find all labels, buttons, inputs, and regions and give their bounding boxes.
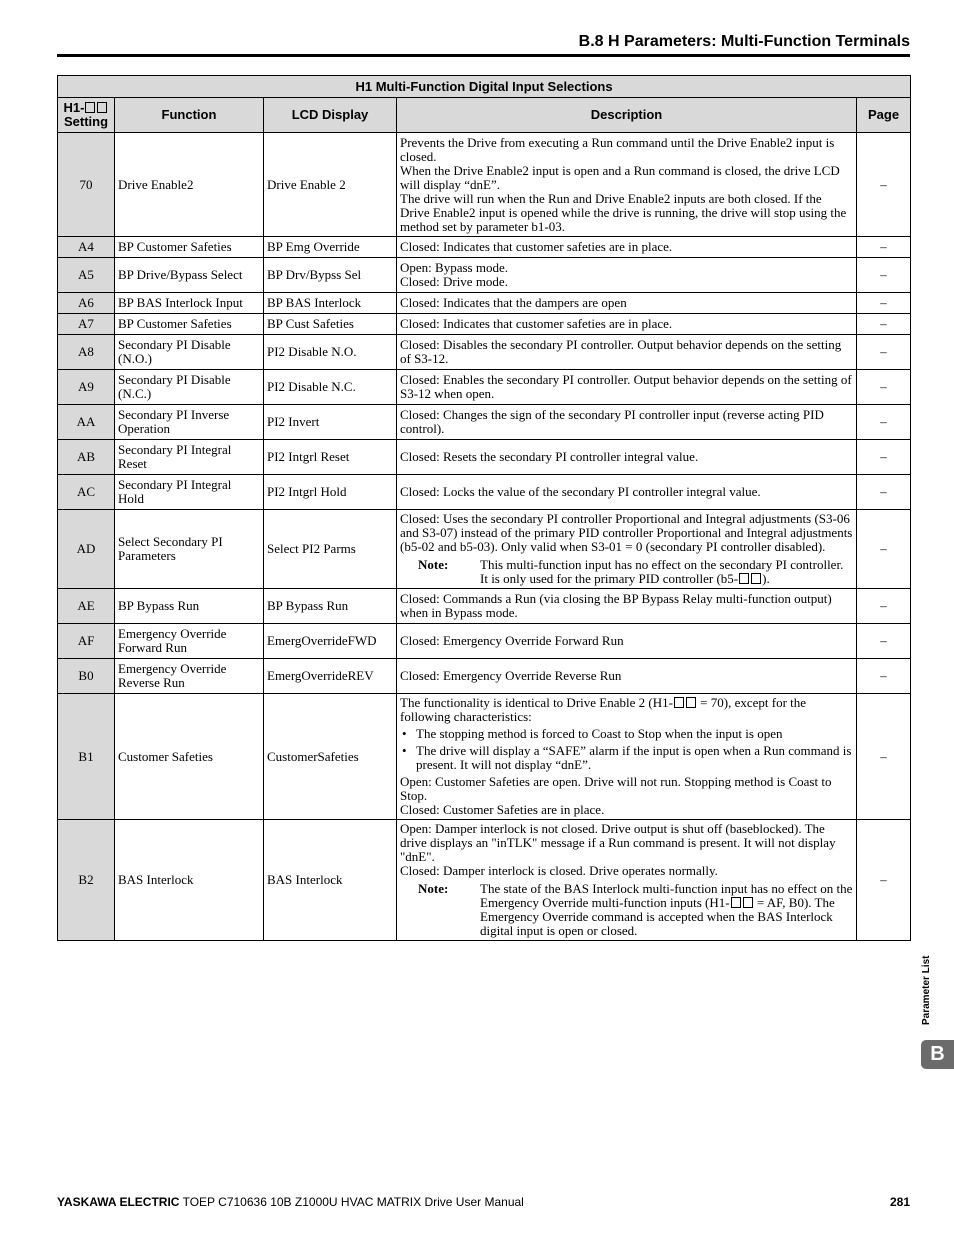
section-title: B.8 H Parameters: Multi-Function Terminals xyxy=(578,33,910,50)
note: Note: The state of the BAS Interlock multi-function input has no effect on the Emergency Override multi-function inputs (H1- = AF, B0). The Emergency Override command is accepted when the BAS Interlock digital input is open or closed. xyxy=(418,881,853,938)
page-number: 281 xyxy=(889,1195,910,1209)
table-row: AC Secondary PI Integral Hold PI2 Intgrl Hold Closed: Locks the value of the secondary PI controller integral value. – xyxy=(58,475,911,510)
table-row: A8 Secondary PI Disable (N.O.) PI2 Disable N.O. Closed: Disables the secondary PI controller. Output behavior depends on the setting of S3-12. – xyxy=(58,335,911,370)
table-row: B0 Emergency Override Reverse Run EmergOverrideREV Closed: Emergency Override Reverse Run – xyxy=(58,659,911,694)
table-row: A7 BP Customer Safeties BP Cust Safeties Closed: Indicates that customer safeties are in place. – xyxy=(58,314,911,335)
table-row: A6 BP BAS Interlock Input BP BAS Interlock Closed: Indicates that the dampers are open – xyxy=(58,293,911,314)
table-row: AA Secondary PI Inverse Operation PI2 Invert Closed: Changes the sign of the secondary PI controller input (reverse acting PID control). – xyxy=(58,405,911,440)
table-row: AB Secondary PI Integral Reset PI2 Intgrl Reset Closed: Resets the secondary PI controller integral value. – xyxy=(58,440,911,475)
table-row: AE BP Bypass Run BP Bypass Run Closed: Commands a Run (via closing the BP Bypass Relay multi-function output) when in Bypass mode. – xyxy=(58,589,911,624)
list-item: • The drive will display a “SAFE” alarm if the input is open when a Run command is present. It will not display “dnE”. xyxy=(402,743,852,772)
side-section-label: Parameter List xyxy=(921,955,932,1025)
note: Note: This multi-function input has no effect on the secondary PI controller. It is only used for the primary PID controller (b5- ). xyxy=(418,557,844,586)
col-setting: H1- Setting xyxy=(58,98,115,133)
list-item: • The stopping method is forced to Coast to Stop when the input is open xyxy=(402,726,783,741)
table-row: B1 Customer Safeties CustomerSafeties The functionality is identical to Drive Enable 2 (H1- = 70), except for the following characteristics: • The stopping method is forced to Coast to Stop when the input is open • The drive will display a “SAFE” alarm if the input is open when a Run command is present. It will not display “dnE”. Open: Customer Safeties are open. Drive will not run. Stopping method is Coast to Stop. Closed: Customer Safeties are in place. – xyxy=(58,694,911,820)
table-row: A5 BP Drive/Bypass Select BP Drv/Bypss Sel Open: Bypass mode. Closed: Drive mode. – xyxy=(58,258,911,293)
table-row: A9 Secondary PI Disable (N.C.) PI2 Disable N.C. Closed: Enables the secondary PI controller. Output behavior depends on the setting of S3-12 when open. – xyxy=(58,370,911,405)
header-rule xyxy=(57,54,910,57)
section-tab: B xyxy=(921,1040,954,1069)
col-page: Page xyxy=(857,98,911,133)
col-lcd: LCD Display xyxy=(264,98,397,133)
table-row: A4 BP Customer Safeties BP Emg Override Closed: Indicates that customer safeties are in place. – xyxy=(58,237,911,258)
table-row: B2 BAS Interlock BAS Interlock Open: Damper interlock is not closed. Drive output is shut off (baseblocked). The drive displays an "inTLK" message if a Run command is present. It will not display "dnE". Closed: Damper interlock is closed. Drive operates normally. Note: The state of the BAS Interlock multi-function input has no effect on the Emergency Override multi-function inputs (H1- = AF, B0). The Emergency Override command is accepted when the BAS Interlock digital input is open or closed. – xyxy=(58,820,911,941)
table-row: AD Select Secondary PI Parameters Select PI2 Parms Closed: Uses the secondary PI controller Proportional and Integral adjustments (S3-06 and S3-07) instead of the primary PID controller Proportional and Integral adjustments (b5-02 and b5-03). Only valid when S3-01 = 0 (secondary PI controller disabled). Note: This multi-function input has no effect on the secondary PI controller. It is only used for the primary PID controller (b5- ). – xyxy=(58,510,911,589)
parameter-table xyxy=(57,75,911,941)
table-caption: H1 Multi-Function Digital Input Selections xyxy=(58,76,911,98)
col-description: Description xyxy=(397,98,857,133)
table-row: AF Emergency Override Forward Run EmergOverrideFWD Closed: Emergency Override Forward Run – xyxy=(58,624,911,659)
col-function: Function xyxy=(115,98,264,133)
table-row: 70 Drive Enable2 Drive Enable 2 Prevents the Drive from executing a Run command until the Drive Enable2 input is closed. When the Drive Enable2 input is open and a Run command is closed, the drive LCD will display “dnE”. The drive will run when the Run and Drive Enable2 inputs are both closed. If the Drive Enable2 input is opened while the drive is running, the drive will stop using the method set by parameter b1-03. – xyxy=(58,133,911,237)
footer: YASKAWA ELECTRIC TOEP C710636 10B Z1000U HVAC MATRIX Drive User Manual xyxy=(57,1195,524,1209)
